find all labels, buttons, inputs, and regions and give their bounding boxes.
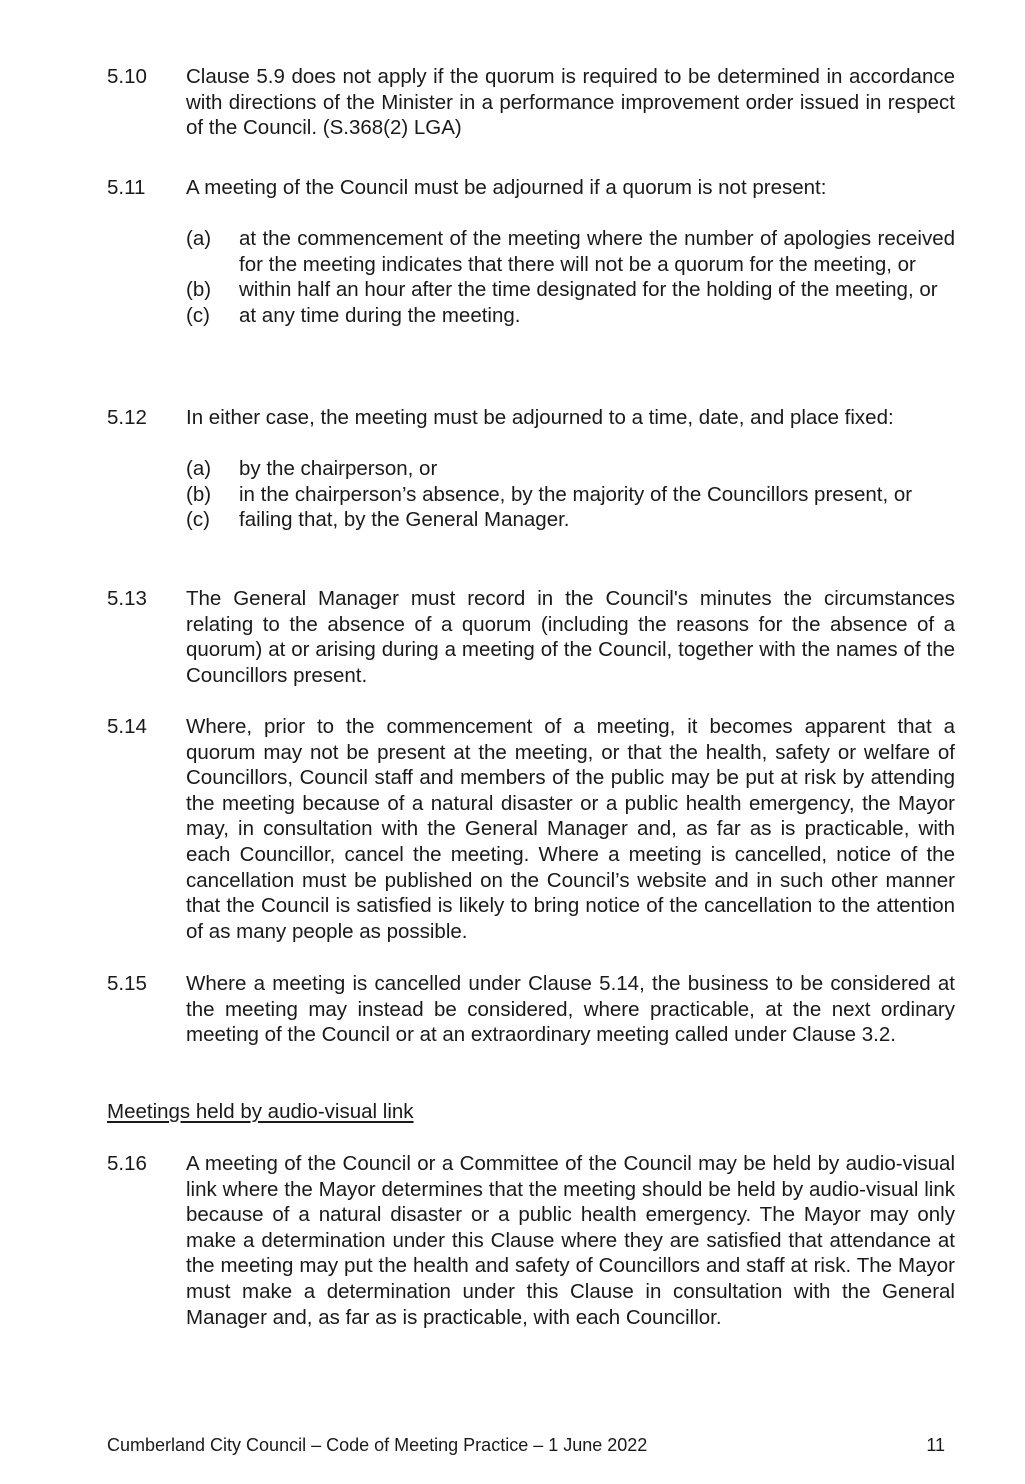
clause-5-14 bbox=[107, 714, 955, 944]
clause-5-12-items bbox=[186, 456, 955, 533]
clause-text: The General Manager must record in the Council's minutes the circumstances relating to the absence of a quorum (including the reasons for the absence of a quorum) at or arising during a meeting of the Council, together with the names of the Councillors present. bbox=[186, 587, 955, 687]
clause-5-16 bbox=[107, 1151, 955, 1330]
clause-5-12 bbox=[107, 405, 955, 431]
list-item bbox=[186, 277, 955, 303]
clause-number: 5.11 bbox=[107, 176, 146, 199]
clause-5-15 bbox=[107, 971, 955, 1048]
clause-number: 5.13 bbox=[107, 587, 147, 610]
list-item bbox=[186, 507, 955, 533]
list-item bbox=[186, 303, 955, 329]
clause-text: Where, prior to the commencement of a meeting, it becomes apparent that a quorum may not be present at the meeting, or that the health, safety or welfare of Councillors, Council staff and members of the public may be put at risk by attending the meeting because of a natural disaster or a public health emergency, the Mayor may, in consultation with the General Manager and, as far as is practicable, with each Councillor, cancel the meeting. Where a meeting is cancelled, notice of the cancellation must be published on the Council’s website and in such other manner that the Council is satisfied is likely to bring notice of the cancellation to the attention of as many people as possible. bbox=[186, 715, 955, 943]
item-text: within half an hour after the time designated for the holding of the meeting, or bbox=[239, 278, 938, 302]
item-text: failing that, by the General Manager. bbox=[239, 508, 570, 532]
clause-number: 5.16 bbox=[107, 1152, 147, 1175]
item-text: in the chairperson’s absence, by the majority of the Councillors present, or bbox=[239, 482, 913, 506]
clause-number: 5.14 bbox=[107, 715, 147, 738]
page-number: 11 bbox=[926, 1435, 945, 1455]
footer-document-title: Cumberland City Council – Code of Meeting Practice – 1 June 2022 bbox=[107, 1435, 648, 1455]
clause-number: 5.12 bbox=[107, 406, 147, 429]
item-label: (a) bbox=[186, 457, 212, 480]
clause-5-11-items bbox=[186, 226, 955, 328]
clause-text: Clause 5.9 does not apply if the quorum is required to be determined in accordance with directions of the Minister in a performance improvement order issued in respect of the Council. (S.368(2) LGA) bbox=[186, 65, 955, 140]
item-text: at the commencement of the meeting where the number of apologies received for the meeting indicates that there will not be a quorum for the meeting, or bbox=[239, 227, 955, 276]
clause-5-10 bbox=[107, 64, 955, 141]
clause-5-13 bbox=[107, 586, 955, 688]
item-label: (a) bbox=[186, 227, 212, 250]
item-label: (c) bbox=[186, 508, 210, 532]
list-item bbox=[186, 226, 955, 277]
item-text: by the chairperson, or bbox=[239, 457, 438, 480]
section-heading: Meetings held by audio-visual link bbox=[107, 1100, 414, 1123]
list-item bbox=[186, 456, 955, 482]
item-label: (b) bbox=[186, 278, 212, 302]
clause-number: 5.15 bbox=[107, 972, 147, 995]
list-item bbox=[186, 482, 955, 508]
clause-text: Where a meeting is cancelled under Clause 5.14, the business to be considered at the meeting may instead be considered, where practicable, at the next ordinary meeting of the Council or at an extraordinary meeting called under Clause 3.2. bbox=[186, 972, 955, 1047]
clause-5-11 bbox=[107, 175, 955, 201]
clause-text: A meeting of the Council or a Committee of the Council may be held by audio-visual link where the Mayor determines that the meeting should be held by audio-visual link because of a natural disaster or a public health emergency. The Mayor may only make a determination under this Clause where they are satisfied that attendance at the meeting may put the health and safety of Councillors and staff at risk. The Mayor must make a determination under this Clause in consultation with the General Manager and, as far as is practicable, with each Councillor. bbox=[186, 1152, 955, 1329]
clause-text: In either case, the meeting must be adjourned to a time, date, and place fixed: bbox=[186, 406, 894, 429]
clause-text: A meeting of the Council must be adjourned if a quorum is not present: bbox=[186, 176, 827, 199]
clause-number: 5.10 bbox=[107, 65, 147, 88]
item-label: (c) bbox=[186, 303, 210, 327]
item-label: (b) bbox=[186, 482, 212, 506]
item-text: at any time during the meeting. bbox=[239, 303, 521, 327]
